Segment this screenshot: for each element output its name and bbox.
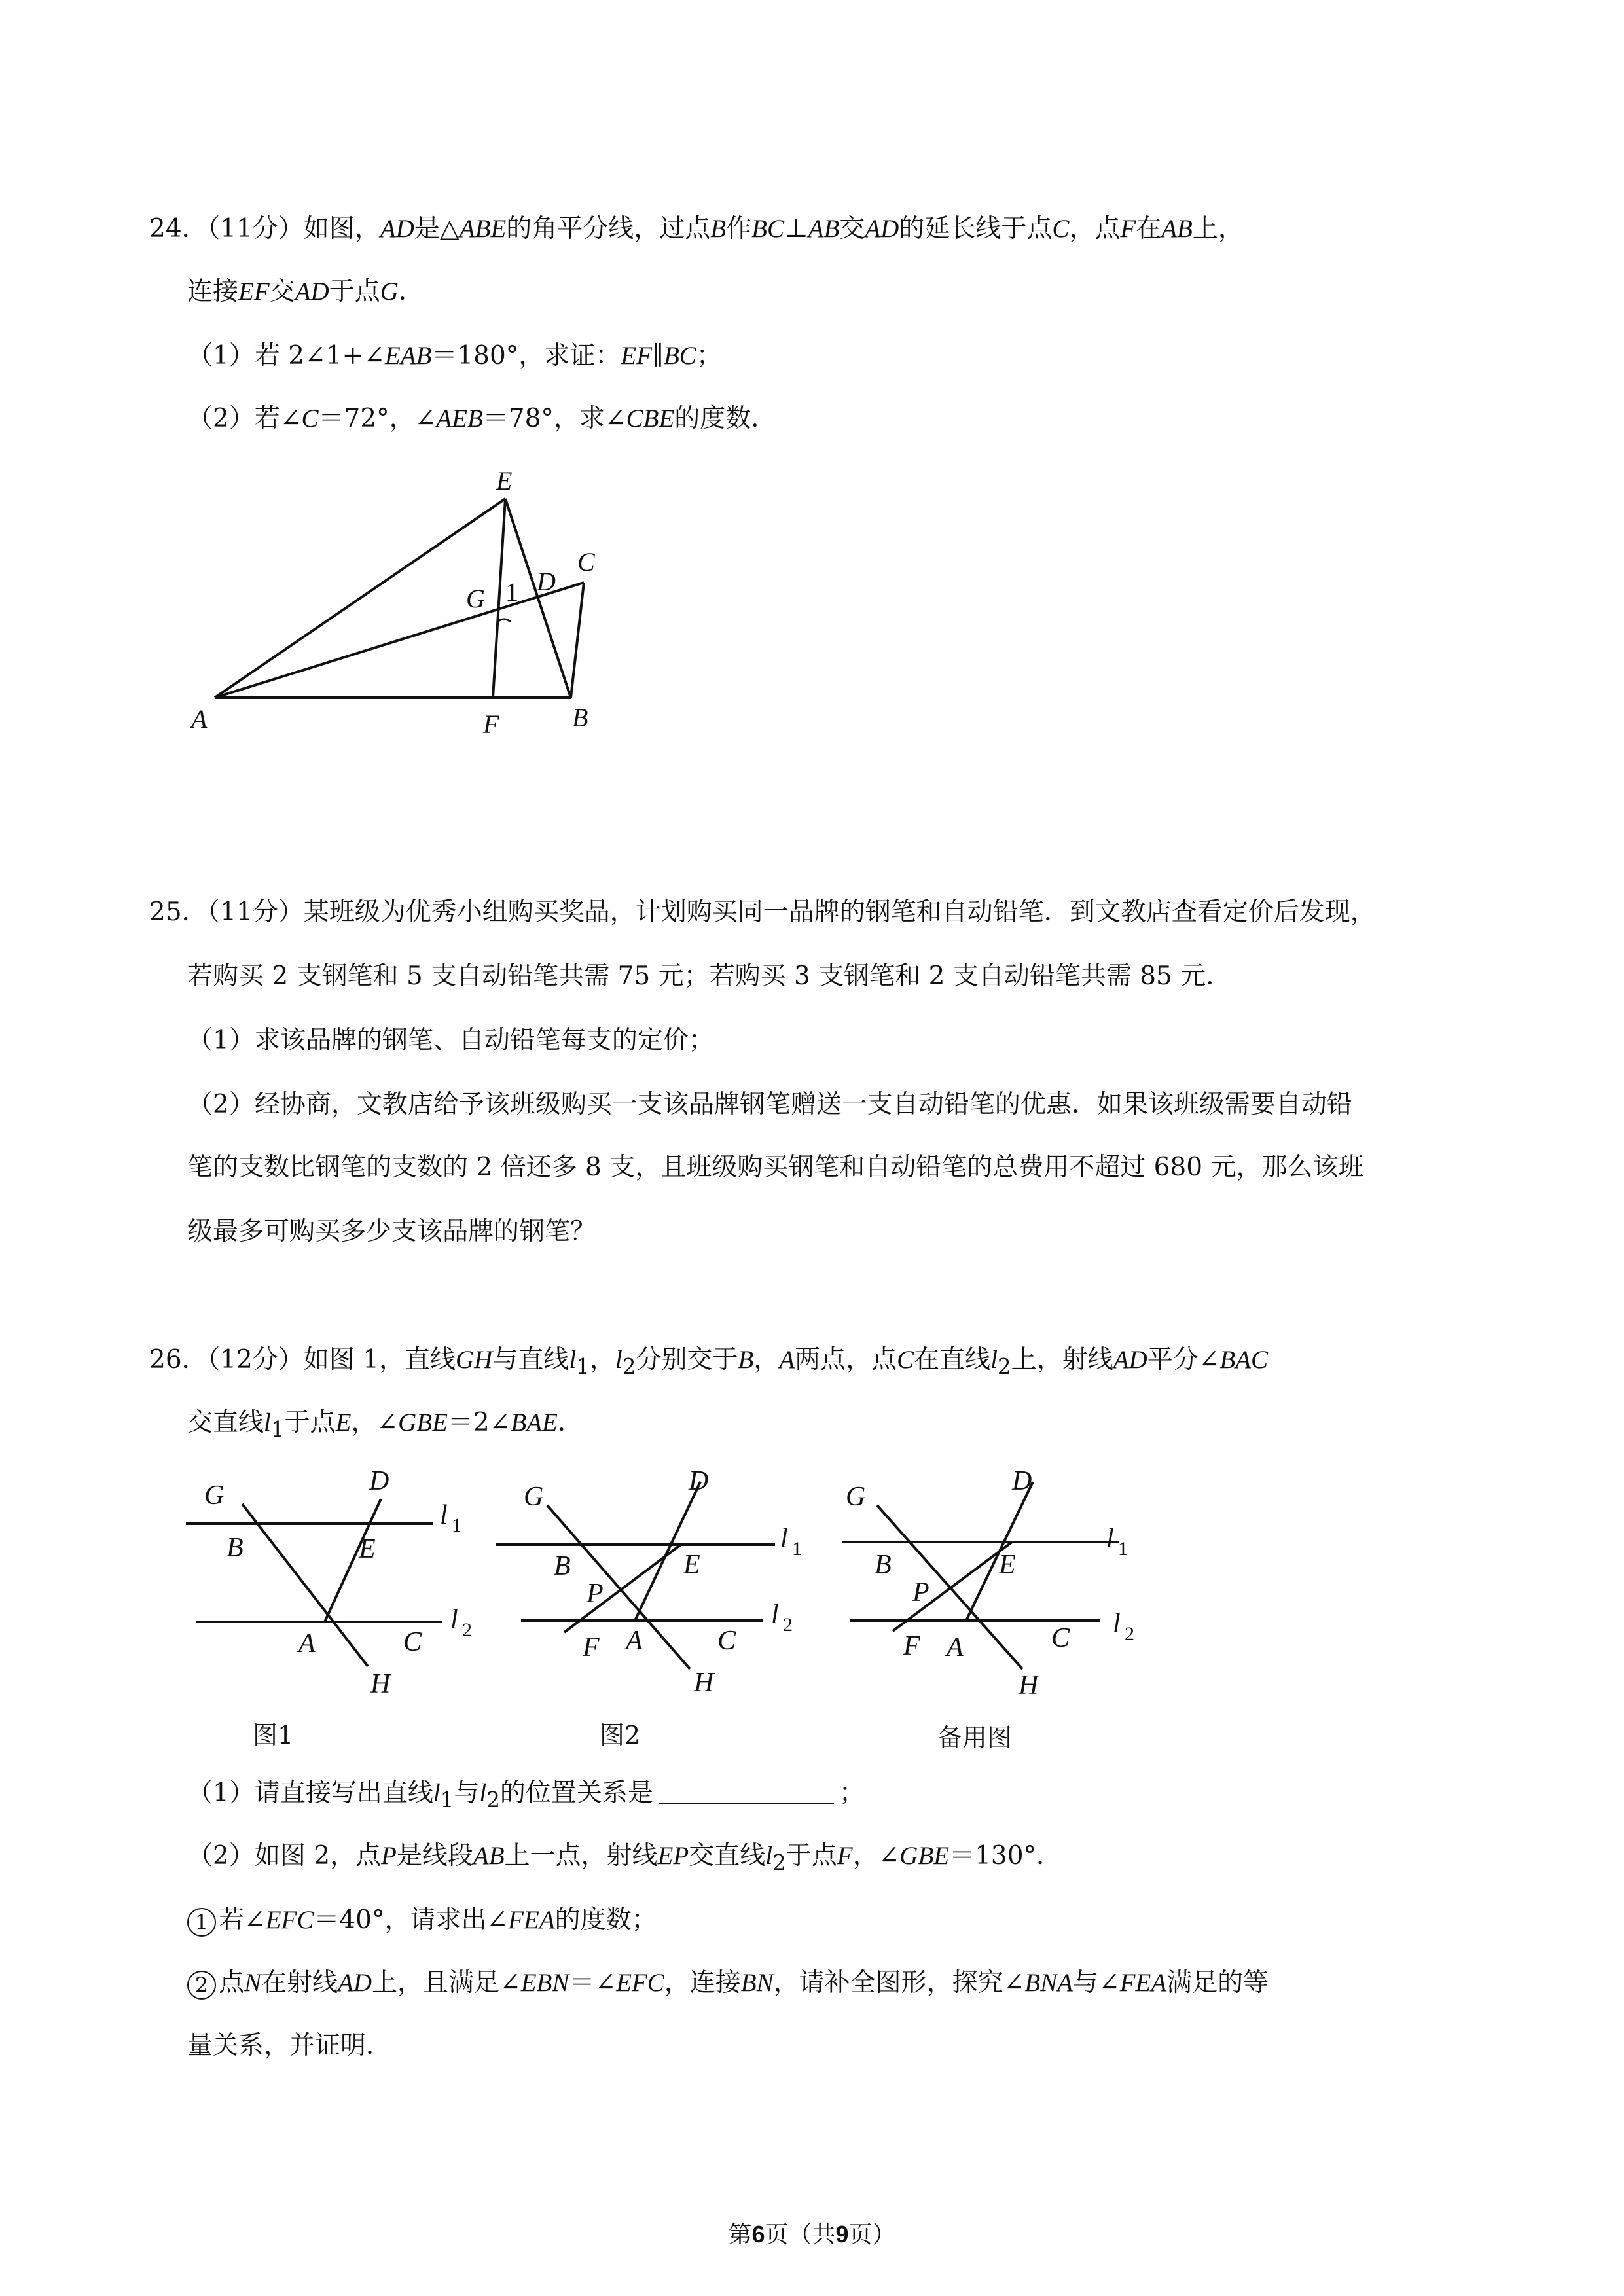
label-B: B <box>875 1550 892 1580</box>
angle-1-arc <box>497 619 511 622</box>
q24-part-1: （1）若 2∠1+∠EAB＝180°，求证：EF∥BC； <box>187 341 722 370</box>
label-G: G <box>524 1482 544 1512</box>
label-C: C <box>577 547 595 577</box>
ray-EP <box>893 1542 1012 1631</box>
label-l2: l <box>771 1600 779 1630</box>
q26-part-2-sub-1: 1 若∠EFC＝40°，请求出∠FEA的度数； <box>187 1905 657 1937</box>
q25-part-2-line-3: 级最多可购买多少支该品牌的钢笔？ <box>187 1217 596 1246</box>
q26-part-2-sub-2: 2 点N在射线AD上，且满足∠EBN＝∠EFC，连接BN，请补全图形，探究∠BNA与∠FEA满足的等 <box>187 1967 1269 2000</box>
segment-AE <box>215 499 505 698</box>
answer-blank[interactable] <box>659 1780 834 1804</box>
q26-part-1: （1）请直接写出直线$l_1$与$l_2$的位置关系是 ； <box>187 1778 865 1812</box>
label-E: E <box>359 1534 376 1564</box>
circled-number-2: 2 <box>187 1971 216 2000</box>
fig1-caption: 图1 <box>253 1721 294 1749</box>
q24-line-2: 连接EF交AD于点G． <box>187 277 424 306</box>
label-E: E <box>496 466 513 495</box>
q24-part-2: （2）若∠C＝72°，∠AEB＝78°，求∠CBE的度数． <box>187 404 777 433</box>
q25-part-1: （1）求该品牌的钢笔、自动铅笔每支的定价； <box>187 1026 714 1055</box>
fig2-caption: 图2 <box>600 1721 641 1749</box>
label-E: E <box>999 1550 1016 1580</box>
label-l1: l <box>440 1500 448 1530</box>
total-pages: 9 <box>835 2221 849 2248</box>
segment-EF <box>493 499 505 698</box>
label-A: A <box>191 704 208 734</box>
q26-line-1: 26．（12分）如图 1，直线GH与直线$l_1$，$l_2$分别交于B，A两点，点C在直线$l_2$上，射线AD平分∠BAC <box>149 1345 1269 1379</box>
label-l1-sub: 1 <box>1118 1538 1128 1560</box>
backup-figure-caption: 备用图 <box>937 1723 1013 1752</box>
label-A: A <box>298 1628 316 1659</box>
q25-line-2: 若购买 2 支钢笔和 5 支自动铅笔共需 75 元；若购买 3 支钢笔和 2 支自动铅笔共需 85 元． <box>187 961 1232 991</box>
q26-figure-1 <box>177 1460 491 1708</box>
segment-CB <box>571 583 584 698</box>
q25-part-2-line-2: 笔的支数比钢笔的支数的 2 倍还多 8 支，且班级购买钢笔和自动铅笔的总费用不超过 680 元，那么该班 <box>187 1153 1364 1182</box>
label-H: H <box>370 1669 391 1699</box>
label-H: H <box>694 1668 714 1698</box>
label-D: D <box>537 567 556 596</box>
q26-part-2: （2）如图 2，点P是线段AB上一点，射线EP交直线$l_2$于点F，∠GBE＝130°． <box>187 1841 1062 1875</box>
label-l2-sub: 2 <box>783 1614 793 1636</box>
ray-EP <box>564 1545 681 1632</box>
line-GH <box>547 1505 690 1669</box>
label-G: G <box>846 1482 866 1512</box>
q26-part-2-sub-2-line-2: 量关系，并证明． <box>187 2031 392 2060</box>
label-l1-sub: 1 <box>792 1538 802 1560</box>
label-P: P <box>912 1577 929 1607</box>
q24-figure <box>177 452 635 746</box>
label-B: B <box>554 1551 571 1581</box>
label-l2-sub: 2 <box>1125 1623 1134 1645</box>
label-D: D <box>1012 1466 1032 1496</box>
label-l2: l <box>450 1605 458 1635</box>
label-G: G <box>466 584 485 613</box>
page-number: 6 <box>751 2221 765 2248</box>
label-C: C <box>403 1627 422 1657</box>
label-l1-sub: 1 <box>452 1515 461 1536</box>
label-1: 1 <box>505 577 518 607</box>
label-A: A <box>947 1632 964 1662</box>
label-P: P <box>586 1579 604 1609</box>
label-l1: l <box>1106 1524 1114 1554</box>
label-G: G <box>204 1480 225 1511</box>
q25-part-2-line-1: （2）经协商，文教店给予该班级购买一支该品牌钢笔赠送一支自动铅笔的优惠．如果该班级需要自动铅 <box>187 1090 1352 1119</box>
label-H: H <box>1019 1670 1039 1700</box>
q26-figure-2 <box>491 1460 831 1708</box>
q25-line-1: 25．（11分）某班级为优秀小组购买奖品，计划购买同一品牌的钢笔和自动铅笔．到文教店查看定价后发现， <box>149 897 1376 927</box>
segment-AC <box>215 583 584 698</box>
page-footer: 第6页（共9页） <box>728 2221 896 2248</box>
label-F: F <box>583 1632 600 1662</box>
label-D: D <box>689 1466 709 1496</box>
label-l2: l <box>1113 1609 1121 1639</box>
q26-backup-figure <box>831 1460 1172 1708</box>
circled-number-1: 1 <box>187 1908 216 1937</box>
label-C: C <box>1051 1623 1070 1653</box>
label-E: E <box>683 1550 700 1580</box>
label-D: D <box>369 1466 389 1496</box>
label-A: A <box>626 1626 643 1656</box>
label-l2-sub: 2 <box>462 1619 472 1641</box>
label-B: B <box>226 1533 244 1563</box>
q26-line-2: 交直线$l_1$于点E，∠GBE＝2∠BAE． <box>187 1408 583 1442</box>
label-l1: l <box>780 1524 788 1554</box>
label-C: C <box>717 1626 736 1656</box>
label-F: F <box>483 709 499 739</box>
label-F: F <box>903 1631 920 1661</box>
label-B: B <box>572 703 588 732</box>
q24-line-1: 24．（11分）如图，AD是△ABE的角平分线，过点B作BC⊥AB交AD的延长线于点C，点F在AB上， <box>149 214 1244 243</box>
